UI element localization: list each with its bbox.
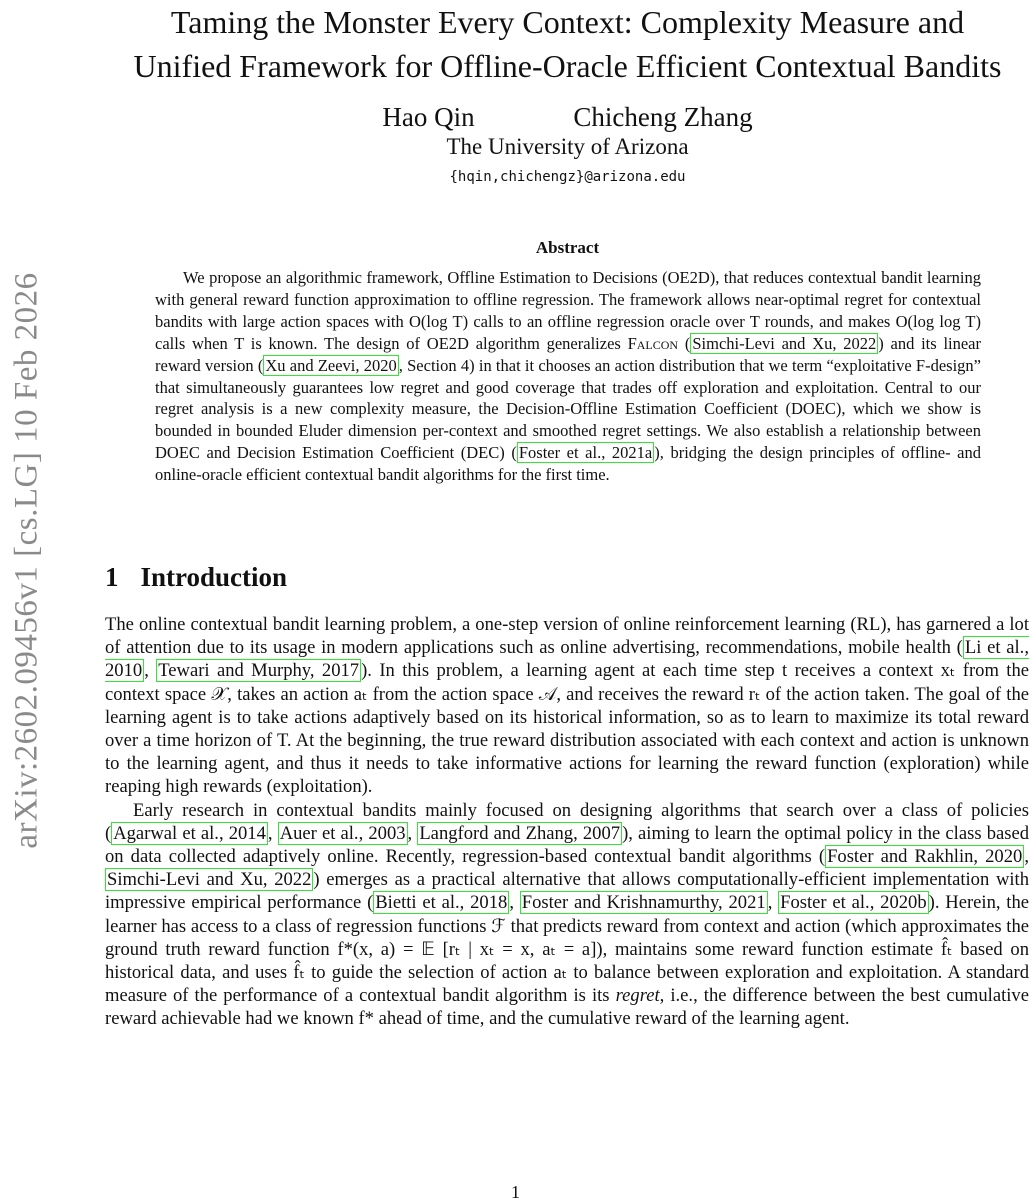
section-number: 1 — [105, 562, 119, 592]
text-run: , — [407, 822, 418, 844]
citation-link[interactable]: Bietti et al., 2018 — [375, 892, 508, 914]
section-title: Introduction — [140, 562, 288, 592]
text-run: , i.e., the difference between the best cumulative reward achievable had we known f* ahead of time, and the cumulative reward of the learning agent. — [105, 985, 1029, 1030]
citation-link[interactable]: Foster and Rakhlin, 2020 — [827, 846, 1023, 868]
title-line-1: Taming the Monster Every Context: Complexity Measure and — [170, 4, 965, 40]
citation-link[interactable]: Foster et al., 2021a — [518, 443, 653, 463]
emphasized-term: regret — [615, 985, 660, 1007]
citation-link[interactable]: Foster and Krishnamurthy, 2021 — [521, 892, 766, 914]
arxiv-identifier: arXiv:2602.09456v1 [cs.LG] 10 Feb 2026 — [8, 271, 45, 849]
arxiv-side-stamp — [5, 220, 49, 900]
affiliation: The University of Arizona — [446, 134, 689, 159]
author-email: {hqin,chichengz}@arizona.edu — [449, 169, 686, 185]
citation-link[interactable]: Xu and Zeevi, 2020 — [265, 355, 397, 375]
paper-title — [100, 0, 1031, 88]
text-run: The online contextual bandit learning problem, a one-step version of online reinforcement learning (RL), has garnered a lot of attention due to its usage in modern applications such as online advertising, recommendations, mobile health ( — [105, 614, 1029, 659]
text-run: , — [267, 822, 278, 844]
text-run: ( — [678, 333, 691, 353]
page-number: 1 — [511, 1182, 520, 1202]
text-run: , — [1024, 846, 1029, 868]
citation-link[interactable]: Simchi-Levi and Xu, 2022 — [107, 869, 312, 891]
text-run: We propose an algorithmic framework, Offline Estimation to Decisions (OE2D), that reduces contextual bandit learning with general reward function approximation to offline regression. The framework allows near-optimal regret for contextual bandits with large action spaces with O(log T) calls to an offline regression oracle over T rounds, and makes O(log log T) calls when T is known. The design of OE2D algorithm generalizes — [155, 268, 981, 353]
text-run: , — [767, 892, 779, 914]
text-run: ). In this problem, a learning agent at each time step t receives a context xₜ from the context space 𝒳, takes an action aₜ from the action space 𝒜, and receives the reward rₜ of the action taken. The goal of the learning agent is to take actions adaptively based on its historical information, so as to learn to maximize its total reward over a time horizon of T. At the beginning, the true reward distribution associated with each context and action is unknown to the learning agent, and thus it needs to take informative actions for learning the reward function (exploration) while reaping high rewards (exploitation). — [105, 660, 1029, 798]
text-run: ) emerges as a practical alternative that allows computationally-efficient implementation with impressive empirical performance ( — [105, 869, 1030, 914]
abstract-text — [155, 267, 981, 486]
title-line-2: Unified Framework for Offline-Oracle Efficient Contextual Bandits — [133, 48, 1002, 84]
introduction-body — [105, 613, 1029, 1031]
text-run: , — [144, 660, 157, 682]
citation-link[interactable]: Tewari and Murphy, 2017 — [158, 660, 360, 682]
citation-link[interactable]: Agarwal et al., 2014 — [113, 822, 266, 844]
author-name: Hao Qin — [382, 102, 475, 132]
citation-link[interactable]: Auer et al., 2003 — [279, 822, 406, 844]
section-heading — [105, 562, 287, 593]
text-run: ). Herein, the learner has access to a class of regression functions ℱ that predicts reward from context and action (which approximates the ground truth reward function f*(x, a) = 𝔼 [rₜ | xₜ = x, aₜ = a]), maintains some reward function estimate f̂ₜ based on historical data, and uses f̂ₜ to guide the selection of action aₜ to balance between exploration and exploitation. A standard measure of the performance of a contextual bandit algorithm is its — [105, 892, 1030, 1007]
author-list — [100, 102, 1031, 133]
citation-link[interactable]: Li et al., 2010 — [105, 637, 1029, 682]
citation-link[interactable]: Simchi-Levi and Xu, 2022 — [692, 333, 877, 353]
text-run: , Section 4) in that it chooses an action distribution that we term “exploitative F-design” that simultaneously guarantees low regret and good coverage that trades off exploration and exploitation. Central to our regret analysis is a new complexity measure, the Decision-Offline Estimation Coefficient (DOEC), which we show is bounded in bounded Eluder dimension per-context and smoothed regret settings. We also establish a relationship between DOEC and Decision Estimation Coefficient (DEC) ( — [155, 355, 981, 463]
author-name: Chicheng Zhang — [573, 102, 753, 132]
body-paragraph — [105, 613, 1029, 799]
citation-link[interactable]: Langford and Zhang, 2007 — [419, 822, 621, 844]
text-run: ), aiming to learn the optimal policy in the class based on data collected adaptively online. Recently, regression-based contextual bandit algorithms ( — [105, 822, 1030, 868]
text-run: ), bridging the design principles of offline- and online-oracle efficient contextual bandit algorithms for the first time. — [155, 443, 981, 485]
text-run: ) and its linear reward version ( — [155, 333, 982, 375]
citation-link[interactable]: Foster et al., 2020b — [780, 892, 927, 914]
body-paragraph — [105, 799, 1029, 1031]
text-run: , — [509, 892, 520, 914]
algorithm-name: Falcon — [627, 333, 679, 353]
text-run: Early research in contextual bandits mainly focused on designing algorithms that search over a class of policies ( — [105, 799, 1029, 844]
abstract-heading: Abstract — [535, 238, 600, 257]
